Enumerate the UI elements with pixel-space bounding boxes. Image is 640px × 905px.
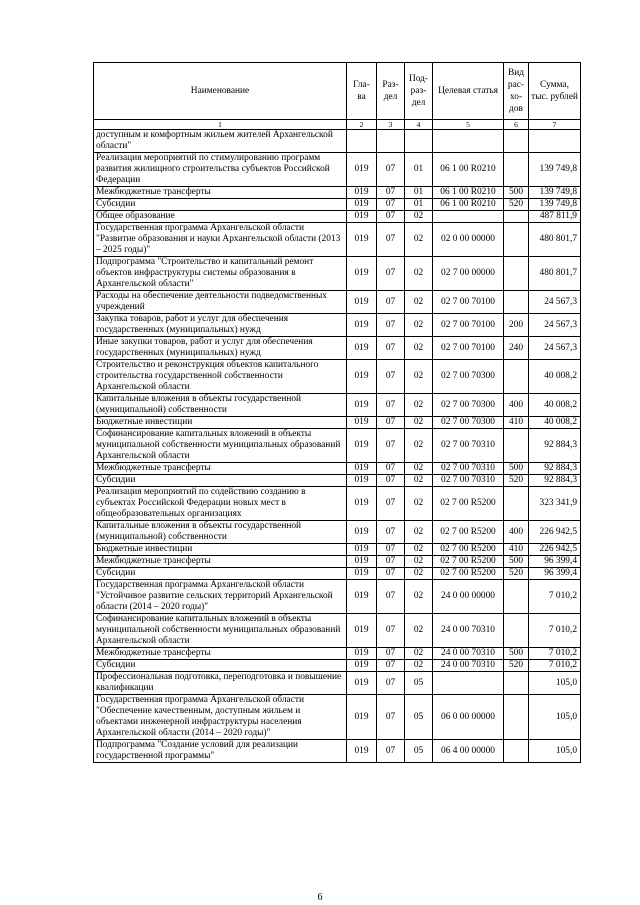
row-name-cell: Межбюджетные трансферты <box>94 187 347 199</box>
row-sum-cell: 92 884,3 <box>529 429 581 463</box>
row-podrazdel-cell: 02 <box>405 521 433 544</box>
row-name-cell: Подпрограмма "Создание условий для реализации государственной программы" <box>94 740 347 763</box>
table-row <box>94 740 581 763</box>
row-vid-cell <box>504 580 529 614</box>
row-sum-cell: 24 567,3 <box>529 337 581 360</box>
row-name-cell: Бюджетные инвестиции <box>94 417 347 429</box>
row-vid-cell <box>504 291 529 314</box>
row-article-cell: 02 7 00 R5200 <box>433 568 504 580</box>
row-article-cell: 02 7 00 70100 <box>433 314 504 337</box>
table-row <box>94 257 581 291</box>
row-vid-cell: 500 <box>504 463 529 475</box>
row-glava-cell: 019 <box>347 291 377 314</box>
row-sum-cell <box>529 130 581 153</box>
row-glava-cell: 019 <box>347 648 377 660</box>
row-razdel-cell <box>377 130 405 153</box>
row-razdel-cell: 07 <box>377 417 405 429</box>
row-sum-cell: 480 801,7 <box>529 223 581 257</box>
column-number: 1 <box>94 120 347 130</box>
row-podrazdel-cell: 02 <box>405 211 433 223</box>
table-row <box>94 475 581 487</box>
row-name-cell: доступным и комфортным жильем жителей Архангельской области" <box>94 130 347 153</box>
row-sum-cell: 24 567,3 <box>529 314 581 337</box>
column-number: 5 <box>433 120 504 130</box>
row-glava-cell: 019 <box>347 740 377 763</box>
table-row <box>94 187 581 199</box>
row-vid-cell: 500 <box>504 648 529 660</box>
row-vid-cell: 520 <box>504 475 529 487</box>
row-sum-cell: 40 008,2 <box>529 360 581 394</box>
row-article-cell: 24 0 00 70310 <box>433 614 504 648</box>
row-sum-cell: 105,0 <box>529 740 581 763</box>
row-razdel-cell: 07 <box>377 199 405 211</box>
row-sum-cell: 139 749,8 <box>529 187 581 199</box>
table-row <box>94 394 581 417</box>
row-razdel-cell: 07 <box>377 360 405 394</box>
row-razdel-cell: 07 <box>377 429 405 463</box>
table-row <box>94 580 581 614</box>
row-glava-cell: 019 <box>347 337 377 360</box>
table-row <box>94 429 581 463</box>
row-razdel-cell: 07 <box>377 740 405 763</box>
row-name-cell: Государственная программа Архангельской области "Обеспечение качественным, доступным жильем и объектами инженерной инфраструктуры населения Архангельской области (2014 – 2020 годы)" <box>94 695 347 740</box>
row-sum-cell: 105,0 <box>529 695 581 740</box>
row-podrazdel-cell: 05 <box>405 740 433 763</box>
table-row <box>94 672 581 695</box>
row-vid-cell: 240 <box>504 337 529 360</box>
row-name-cell: Субсидии <box>94 568 347 580</box>
row-article-cell: 24 0 00 00000 <box>433 580 504 614</box>
header-row <box>94 63 581 120</box>
row-sum-cell: 226 942,5 <box>529 521 581 544</box>
row-glava-cell <box>347 130 377 153</box>
row-article-cell <box>433 130 504 153</box>
row-name-cell: Капитальные вложения в объекты государственной (муниципальной) собственности <box>94 521 347 544</box>
row-vid-cell: 400 <box>504 394 529 417</box>
column-number-row <box>94 120 581 130</box>
row-name-cell: Расходы на обеспечение деятельности подведомственных учреждений <box>94 291 347 314</box>
row-glava-cell: 019 <box>347 187 377 199</box>
table-row <box>94 291 581 314</box>
row-vid-cell: 400 <box>504 521 529 544</box>
row-podrazdel-cell: 05 <box>405 695 433 740</box>
row-vid-cell <box>504 153 529 187</box>
row-vid-cell <box>504 487 529 521</box>
row-article-cell: 02 7 00 R5200 <box>433 544 504 556</box>
row-vid-cell <box>504 130 529 153</box>
row-glava-cell: 019 <box>347 429 377 463</box>
row-glava-cell: 019 <box>347 314 377 337</box>
column-number: 3 <box>377 120 405 130</box>
row-podrazdel-cell: 02 <box>405 223 433 257</box>
row-podrazdel-cell: 02 <box>405 463 433 475</box>
row-sum-cell: 480 801,7 <box>529 257 581 291</box>
row-glava-cell: 019 <box>347 211 377 223</box>
row-razdel-cell: 07 <box>377 187 405 199</box>
row-article-cell: 02 7 00 70310 <box>433 463 504 475</box>
row-glava-cell: 019 <box>347 223 377 257</box>
row-name-cell: Государственная программа Архангельской области "Устойчивое развитие сельских территорий Архангельской области (2014 – 2020 годы)" <box>94 580 347 614</box>
row-podrazdel-cell: 02 <box>405 660 433 672</box>
table-row <box>94 417 581 429</box>
row-razdel-cell: 07 <box>377 580 405 614</box>
row-name-cell: Бюджетные инвестиции <box>94 544 347 556</box>
header-podrazdel: Под-раз-дел <box>405 63 433 120</box>
row-name-cell: Субсидии <box>94 199 347 211</box>
row-podrazdel-cell: 02 <box>405 360 433 394</box>
row-article-cell: 06 1 00 R0210 <box>433 153 504 187</box>
row-podrazdel-cell: 02 <box>405 556 433 568</box>
table-row <box>94 695 581 740</box>
row-podrazdel-cell: 02 <box>405 429 433 463</box>
row-razdel-cell: 07 <box>377 463 405 475</box>
row-article-cell: 06 1 00 R0210 <box>433 187 504 199</box>
row-article-cell: 02 7 00 70310 <box>433 475 504 487</box>
row-article-cell: 06 4 00 00000 <box>433 740 504 763</box>
row-razdel-cell: 07 <box>377 648 405 660</box>
table-row <box>94 337 581 360</box>
row-article-cell: 06 0 00 00000 <box>433 695 504 740</box>
row-vid-cell <box>504 429 529 463</box>
row-article-cell <box>433 211 504 223</box>
table-row <box>94 544 581 556</box>
row-glava-cell: 019 <box>347 695 377 740</box>
row-podrazdel-cell: 02 <box>405 614 433 648</box>
row-name-cell: Государственная программа Архангельской области "Развитие образования и науки Архангельской области (2013 – 2025 годы)" <box>94 223 347 257</box>
table-row <box>94 360 581 394</box>
header-razdel: Раз-дел <box>377 63 405 120</box>
row-vid-cell <box>504 257 529 291</box>
row-razdel-cell: 07 <box>377 487 405 521</box>
row-sum-cell: 96 399,4 <box>529 568 581 580</box>
row-name-cell: Субсидии <box>94 660 347 672</box>
row-podrazdel-cell: 02 <box>405 475 433 487</box>
row-razdel-cell: 07 <box>377 314 405 337</box>
row-article-cell: 24 0 00 70310 <box>433 648 504 660</box>
row-sum-cell: 139 749,8 <box>529 199 581 211</box>
row-podrazdel-cell: 02 <box>405 291 433 314</box>
row-glava-cell: 019 <box>347 521 377 544</box>
row-article-cell: 02 7 00 70300 <box>433 360 504 394</box>
row-article-cell: 02 7 00 70100 <box>433 291 504 314</box>
row-vid-cell <box>504 740 529 763</box>
row-name-cell: Подпрограмма "Строительство и капитальный ремонт объектов инфраструктуры системы образования в Архангельской области" <box>94 257 347 291</box>
row-article-cell: 02 7 00 70300 <box>433 394 504 417</box>
row-razdel-cell: 07 <box>377 153 405 187</box>
row-glava-cell: 019 <box>347 660 377 672</box>
row-article-cell: 02 7 00 00000 <box>433 257 504 291</box>
row-sum-cell: 7 010,2 <box>529 660 581 672</box>
header-vid: Вид рас-хо-дов <box>504 63 529 120</box>
row-article-cell: 24 0 00 70310 <box>433 660 504 672</box>
row-name-cell: Межбюджетные трансферты <box>94 463 347 475</box>
row-name-cell: Межбюджетные трансферты <box>94 556 347 568</box>
row-sum-cell: 7 010,2 <box>529 614 581 648</box>
row-podrazdel-cell: 02 <box>405 257 433 291</box>
row-vid-cell <box>504 672 529 695</box>
row-razdel-cell: 07 <box>377 695 405 740</box>
column-number: 4 <box>405 120 433 130</box>
row-vid-cell <box>504 360 529 394</box>
row-name-cell: Реализация мероприятий по содействию созданию в субъектах Российской Федерации новых мест в общеобразовательных организациях <box>94 487 347 521</box>
row-podrazdel-cell: 02 <box>405 648 433 660</box>
row-article-cell: 02 7 00 70100 <box>433 337 504 360</box>
header-article: Целевая статья <box>433 63 504 120</box>
row-article-cell: 02 7 00 70300 <box>433 417 504 429</box>
row-razdel-cell: 07 <box>377 291 405 314</box>
budget-table <box>93 62 581 763</box>
row-podrazdel-cell: 02 <box>405 314 433 337</box>
row-podrazdel-cell: 02 <box>405 417 433 429</box>
row-podrazdel-cell <box>405 130 433 153</box>
row-razdel-cell: 07 <box>377 475 405 487</box>
row-vid-cell: 500 <box>504 556 529 568</box>
row-podrazdel-cell: 01 <box>405 187 433 199</box>
row-glava-cell: 019 <box>347 568 377 580</box>
row-sum-cell: 139 749,8 <box>529 153 581 187</box>
row-sum-cell: 40 008,2 <box>529 394 581 417</box>
row-podrazdel-cell: 02 <box>405 337 433 360</box>
table-row <box>94 130 581 153</box>
table-row <box>94 487 581 521</box>
row-name-cell: Профессиональная подготовка, переподготовка и повышение квалификации <box>94 672 347 695</box>
row-article-cell: 02 7 00 70310 <box>433 429 504 463</box>
table-row <box>94 521 581 544</box>
row-vid-cell <box>504 211 529 223</box>
row-sum-cell: 40 008,2 <box>529 417 581 429</box>
row-razdel-cell: 07 <box>377 660 405 672</box>
row-razdel-cell: 07 <box>377 394 405 417</box>
row-razdel-cell: 07 <box>377 614 405 648</box>
table-row <box>94 660 581 672</box>
row-glava-cell: 019 <box>347 556 377 568</box>
row-name-cell: Реализация мероприятий по стимулированию программ развития жилищного строительства субъектов Российской Федерации <box>94 153 347 187</box>
row-article-cell: 06 1 00 R0210 <box>433 199 504 211</box>
row-podrazdel-cell: 02 <box>405 487 433 521</box>
row-name-cell: Софинансирование капитальных вложений в объекты муниципальной собственности муниципальных образований Архангельской области <box>94 614 347 648</box>
row-glava-cell: 019 <box>347 487 377 521</box>
row-podrazdel-cell: 02 <box>405 394 433 417</box>
row-name-cell: Закупка товаров, работ и услуг для обеспечения государственных (муниципальных) нужд <box>94 314 347 337</box>
row-sum-cell: 92 884,3 <box>529 475 581 487</box>
row-razdel-cell: 07 <box>377 568 405 580</box>
row-razdel-cell: 07 <box>377 521 405 544</box>
row-glava-cell: 019 <box>347 257 377 291</box>
table-row <box>94 223 581 257</box>
row-name-cell: Общее образование <box>94 211 347 223</box>
row-sum-cell: 96 399,4 <box>529 556 581 568</box>
table-row <box>94 568 581 580</box>
row-vid-cell: 520 <box>504 199 529 211</box>
row-glava-cell: 019 <box>347 394 377 417</box>
table-row <box>94 153 581 187</box>
row-sum-cell: 7 010,2 <box>529 580 581 614</box>
row-article-cell: 02 0 00 00000 <box>433 223 504 257</box>
row-article-cell: 02 7 00 R5200 <box>433 556 504 568</box>
row-vid-cell: 410 <box>504 544 529 556</box>
row-podrazdel-cell: 02 <box>405 544 433 556</box>
row-glava-cell: 019 <box>347 580 377 614</box>
row-name-cell: Субсидии <box>94 475 347 487</box>
row-vid-cell: 200 <box>504 314 529 337</box>
header-glava: Гла-ва <box>347 63 377 120</box>
table-row <box>94 556 581 568</box>
row-glava-cell: 019 <box>347 417 377 429</box>
column-number: 7 <box>529 120 581 130</box>
row-razdel-cell: 07 <box>377 211 405 223</box>
header-sum: Сумма, тыс. рублей <box>529 63 581 120</box>
row-glava-cell: 019 <box>347 475 377 487</box>
row-sum-cell: 487 811,9 <box>529 211 581 223</box>
row-article-cell <box>433 672 504 695</box>
row-podrazdel-cell: 05 <box>405 672 433 695</box>
row-razdel-cell: 07 <box>377 556 405 568</box>
row-name-cell: Софинансирование капитальных вложений в объекты муниципальной собственности муниципальных образований Архангельской области <box>94 429 347 463</box>
row-article-cell: 02 7 00 R5200 <box>433 487 504 521</box>
row-glava-cell: 019 <box>347 199 377 211</box>
row-razdel-cell: 07 <box>377 544 405 556</box>
row-sum-cell: 105,0 <box>529 672 581 695</box>
row-sum-cell: 92 884,3 <box>529 463 581 475</box>
row-podrazdel-cell: 01 <box>405 153 433 187</box>
table-row <box>94 314 581 337</box>
table-row <box>94 614 581 648</box>
row-podrazdel-cell: 02 <box>405 568 433 580</box>
row-vid-cell: 500 <box>504 187 529 199</box>
row-glava-cell: 019 <box>347 614 377 648</box>
row-vid-cell: 520 <box>504 568 529 580</box>
row-razdel-cell: 07 <box>377 257 405 291</box>
row-podrazdel-cell: 02 <box>405 580 433 614</box>
table-row <box>94 211 581 223</box>
page-number: 6 <box>317 892 323 903</box>
row-razdel-cell: 07 <box>377 672 405 695</box>
column-number: 2 <box>347 120 377 130</box>
table-row <box>94 648 581 660</box>
row-vid-cell: 520 <box>504 660 529 672</box>
table-row <box>94 199 581 211</box>
row-razdel-cell: 07 <box>377 223 405 257</box>
row-name-cell: Капитальные вложения в объекты государственной (муниципальной) собственности <box>94 394 347 417</box>
row-sum-cell: 226 942,5 <box>529 544 581 556</box>
row-sum-cell: 323 341,9 <box>529 487 581 521</box>
row-sum-cell: 24 567,3 <box>529 291 581 314</box>
row-vid-cell <box>504 614 529 648</box>
row-glava-cell: 019 <box>347 153 377 187</box>
row-podrazdel-cell: 01 <box>405 199 433 211</box>
row-vid-cell: 410 <box>504 417 529 429</box>
row-glava-cell: 019 <box>347 672 377 695</box>
row-name-cell: Строительство и реконструкция объектов капитального строительства государственной собственности Архангельской области <box>94 360 347 394</box>
row-sum-cell: 7 010,2 <box>529 648 581 660</box>
header-name: Наименование <box>94 63 347 120</box>
column-number: 6 <box>504 120 529 130</box>
table-row <box>94 463 581 475</box>
row-name-cell: Межбюджетные трансферты <box>94 648 347 660</box>
table-body <box>94 130 581 763</box>
row-razdel-cell: 07 <box>377 337 405 360</box>
row-vid-cell <box>504 223 529 257</box>
row-vid-cell <box>504 695 529 740</box>
row-glava-cell: 019 <box>347 544 377 556</box>
row-name-cell: Иные закупки товаров, работ и услуг для обеспечения государственных (муниципальных) нужд <box>94 337 347 360</box>
row-glava-cell: 019 <box>347 360 377 394</box>
row-article-cell: 02 7 00 R5200 <box>433 521 504 544</box>
row-glava-cell: 019 <box>347 463 377 475</box>
